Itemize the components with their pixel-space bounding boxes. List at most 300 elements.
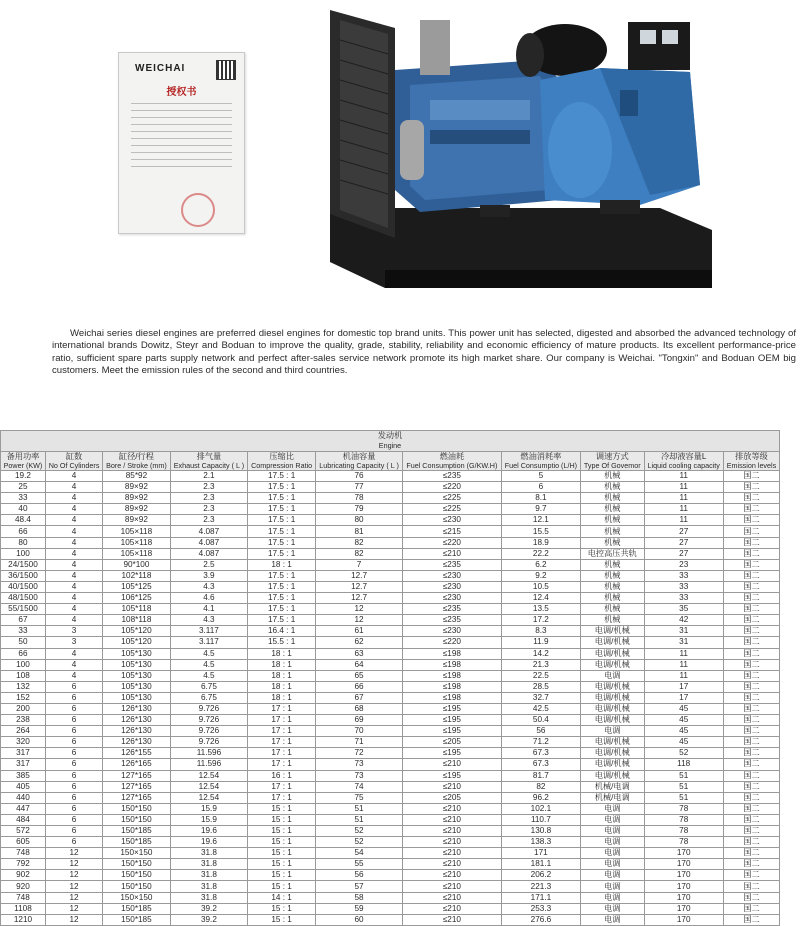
- table-cell: 80: [1, 537, 46, 548]
- table-cell: 2.1: [170, 471, 248, 482]
- table-cell: ≤235: [403, 559, 502, 570]
- table-cell: 19.2: [1, 471, 46, 482]
- table-cell: 105*130: [103, 659, 171, 670]
- table-cell: 电调: [581, 859, 644, 870]
- table-cell: 17: [644, 681, 723, 692]
- table-cell: 27: [644, 537, 723, 548]
- table-cell: 64: [316, 659, 403, 670]
- table-cell: 71: [316, 737, 403, 748]
- table-cell: 4.5: [170, 659, 248, 670]
- table-cell: 2.3: [170, 482, 248, 493]
- table-cell: 电调: [581, 837, 644, 848]
- table-cell: 105*118: [103, 604, 171, 615]
- table-cell: 11: [644, 493, 723, 504]
- table-cell: 4: [45, 548, 102, 559]
- table-cell: 17 : 1: [248, 792, 316, 803]
- table-cell: 6: [45, 814, 102, 825]
- table-cell: 国二: [723, 615, 779, 626]
- table-cell: 12.54: [170, 770, 248, 781]
- table-cell: 105*120: [103, 637, 171, 648]
- table-cell: 102.1: [501, 803, 580, 814]
- table-cell: 电调/机械: [581, 681, 644, 692]
- table-cell: 66: [1, 648, 46, 659]
- table-cell: 国二: [723, 781, 779, 792]
- table-caption: [1, 431, 780, 452]
- table-cell: 89×92: [103, 482, 171, 493]
- table-cell: 国二: [723, 526, 779, 537]
- table-cell: 12: [45, 914, 102, 925]
- table-cell: 电调/机械: [581, 637, 644, 648]
- table-row: [1, 759, 780, 770]
- table-cell: 9.726: [170, 715, 248, 726]
- column-header-en: Power (KW): [3, 461, 43, 470]
- column-header-cn: 机油容量: [342, 452, 376, 461]
- table-cell: 电调: [581, 848, 644, 859]
- table-cell: 15.9: [170, 803, 248, 814]
- column-header: [644, 452, 723, 471]
- table-cell: 4: [45, 648, 102, 659]
- table-cell: 792: [1, 859, 46, 870]
- column-header-cn: 排气量: [196, 452, 222, 461]
- table-cell: 17 : 1: [248, 726, 316, 737]
- table-cell: 9.7: [501, 504, 580, 515]
- table-cell: 33: [1, 493, 46, 504]
- table-cell: ≤210: [403, 914, 502, 925]
- table-cell: 50: [1, 637, 46, 648]
- column-header-cn: 压缩比: [269, 452, 294, 461]
- table-cell: 171.1: [501, 892, 580, 903]
- table-cell: 10.5: [501, 581, 580, 592]
- table-cell: 14.2: [501, 648, 580, 659]
- table-cell: 12.7: [316, 593, 403, 604]
- table-cell: ≤210: [403, 903, 502, 914]
- table-row: [1, 670, 780, 681]
- table-cell: 81.7: [501, 770, 580, 781]
- table-cell: ≤198: [403, 681, 502, 692]
- table-cell: 11.596: [170, 748, 248, 759]
- table-cell: 170: [644, 870, 723, 881]
- table-cell: 12.1: [501, 515, 580, 526]
- table-cell: 电调/机械: [581, 748, 644, 759]
- table-cell: 15 : 1: [248, 803, 316, 814]
- table-cell: 58: [316, 892, 403, 903]
- table-cell: 机械: [581, 593, 644, 604]
- table-cell: 42: [644, 615, 723, 626]
- table-cell: 2.3: [170, 493, 248, 504]
- table-cell: 127*165: [103, 792, 171, 803]
- table-row: [1, 748, 780, 759]
- table-cell: ≤220: [403, 482, 502, 493]
- table-cell: 57: [316, 881, 403, 892]
- table-cell: 171: [501, 848, 580, 859]
- table-cell: 32.7: [501, 692, 580, 703]
- table-cell: 国二: [723, 737, 779, 748]
- table-cell: 22.5: [501, 670, 580, 681]
- table-cell: 33: [644, 570, 723, 581]
- table-cell: 126*130: [103, 703, 171, 714]
- table-row: [1, 659, 780, 670]
- table-cell: 6: [45, 826, 102, 837]
- table-cell: ≤235: [403, 604, 502, 615]
- column-header-en: Type Of Govemor: [583, 461, 641, 470]
- intro-paragraph: Weichai series diesel engines are preferred diesel engines for domestic top brand units. This power unit has selected, digested and absorbed the advanced technology of international brands Dowitz, Steyr and Boduan to improve the quality, grade, stability, reliability and economic efficiency of mature products. Its excellent performance-price ratio, sufficient spare parts supply network and perfect after-sales service network promote its high market share. Our company is Weichai. "Tongxin" and Boduan OEM big customers. Meet the emission rules of the second and third countries.: [52, 327, 796, 377]
- table-cell: ≤210: [403, 759, 502, 770]
- table-row: [1, 548, 780, 559]
- table-cell: 17.5 : 1: [248, 570, 316, 581]
- table-cell: 105×118: [103, 526, 171, 537]
- column-header-en: Exhaust Capacity ( L ): [173, 461, 245, 470]
- table-cell: 105*130: [103, 648, 171, 659]
- table-row: [1, 504, 780, 515]
- table-cell: 18.9: [501, 537, 580, 548]
- table-row: [1, 637, 780, 648]
- table-cell: 108*118: [103, 615, 171, 626]
- table-cell: 15 : 1: [248, 870, 316, 881]
- table-cell: 105*130: [103, 670, 171, 681]
- table-cell: 79: [316, 504, 403, 515]
- table-caption-en: Engine: [378, 441, 402, 450]
- table-cell: 27: [644, 548, 723, 559]
- table-row: [1, 681, 780, 692]
- table-cell: 15 : 1: [248, 914, 316, 925]
- table-cell: 电调/机械: [581, 759, 644, 770]
- table-cell: 4.3: [170, 581, 248, 592]
- table-cell: 国二: [723, 559, 779, 570]
- table-cell: 4: [45, 604, 102, 615]
- table-cell: 31.8: [170, 859, 248, 870]
- table-cell: 54: [316, 848, 403, 859]
- table-row: [1, 870, 780, 881]
- table-cell: 17.5 : 1: [248, 482, 316, 493]
- table-cell: ≤210: [403, 859, 502, 870]
- table-cell: 国二: [723, 648, 779, 659]
- table-cell: 74: [316, 781, 403, 792]
- table-cell: 17.5 : 1: [248, 515, 316, 526]
- table-body: [1, 471, 780, 926]
- column-header-en: Bore / Stroke (mm): [106, 461, 167, 470]
- table-row: [1, 692, 780, 703]
- table-cell: 6: [45, 681, 102, 692]
- table-cell: 电调: [581, 903, 644, 914]
- table-cell: 405: [1, 781, 46, 792]
- table-cell: 89×92: [103, 515, 171, 526]
- table-cell: 102*118: [103, 570, 171, 581]
- table-cell: 6: [45, 715, 102, 726]
- table-cell: 4: [45, 471, 102, 482]
- table-cell: 150*150: [103, 814, 171, 825]
- column-header-en: Lubricating Capacity ( L ): [319, 461, 399, 470]
- table-cell: 31.8: [170, 870, 248, 881]
- table-cell: 国二: [723, 670, 779, 681]
- table-cell: 9.726: [170, 726, 248, 737]
- table-cell: 23: [644, 559, 723, 570]
- table-cell: 国二: [723, 792, 779, 803]
- table-cell: 71.2: [501, 737, 580, 748]
- table-cell: 33: [1, 626, 46, 637]
- table-cell: 电调/机械: [581, 770, 644, 781]
- table-cell: 17 : 1: [248, 737, 316, 748]
- table-cell: 70: [316, 726, 403, 737]
- table-cell: 6.75: [170, 692, 248, 703]
- table-cell: 170: [644, 881, 723, 892]
- table-cell: 76: [316, 471, 403, 482]
- table-cell: 电调: [581, 726, 644, 737]
- table-cell: 126*130: [103, 715, 171, 726]
- table-cell: 15 : 1: [248, 826, 316, 837]
- table-cell: 67: [316, 692, 403, 703]
- table-cell: 4.087: [170, 537, 248, 548]
- table-cell: 118: [644, 759, 723, 770]
- table-cell: 18 : 1: [248, 670, 316, 681]
- table-cell: 17.5 : 1: [248, 471, 316, 482]
- table-cell: 9.2: [501, 570, 580, 581]
- table-row: [1, 559, 780, 570]
- table-cell: 6: [45, 692, 102, 703]
- column-header: [103, 452, 171, 471]
- table-cell: 67.3: [501, 759, 580, 770]
- table-cell: 电调/机械: [581, 648, 644, 659]
- table-cell: 4: [45, 615, 102, 626]
- table-cell: 126*130: [103, 726, 171, 737]
- table-cell: 8.3: [501, 626, 580, 637]
- table-cell: 3.117: [170, 637, 248, 648]
- table-cell: 51: [316, 814, 403, 825]
- table-cell: 902: [1, 870, 46, 881]
- table-cell: 12: [45, 892, 102, 903]
- table-cell: 80: [316, 515, 403, 526]
- table-cell: 国二: [723, 504, 779, 515]
- table-cell: 4: [45, 526, 102, 537]
- table-cell: 31.8: [170, 892, 248, 903]
- table-cell: 机械: [581, 604, 644, 615]
- table-cell: 4: [45, 515, 102, 526]
- table-cell: 748: [1, 892, 46, 903]
- table-cell: 85*92: [103, 471, 171, 482]
- table-cell: 2.3: [170, 504, 248, 515]
- table-cell: ≤210: [403, 870, 502, 881]
- table-cell: 221.3: [501, 881, 580, 892]
- table-cell: 4: [45, 570, 102, 581]
- table-cell: 3.9: [170, 570, 248, 581]
- table-cell: 317: [1, 759, 46, 770]
- table-cell: 6: [45, 703, 102, 714]
- table-cell: 国二: [723, 471, 779, 482]
- table-cell: 78: [644, 837, 723, 848]
- table-cell: 75: [316, 792, 403, 803]
- table-cell: ≤230: [403, 593, 502, 604]
- table-cell: 27: [644, 526, 723, 537]
- table-cell: 17.5 : 1: [248, 604, 316, 615]
- table-cell: 51: [644, 792, 723, 803]
- table-cell: 9.726: [170, 737, 248, 748]
- table-cell: 45: [644, 737, 723, 748]
- table-cell: 36/1500: [1, 570, 46, 581]
- table-cell: 6: [45, 803, 102, 814]
- column-header-cn: 冷却液容量L: [660, 452, 707, 461]
- table-cell: 6: [45, 726, 102, 737]
- table-cell: 605: [1, 837, 46, 848]
- table-cell: 42.5: [501, 703, 580, 714]
- table-cell: 4: [45, 482, 102, 493]
- table-cell: 16.4 : 1: [248, 626, 316, 637]
- column-header-en: Emission levels: [726, 461, 777, 470]
- table-cell: 国二: [723, 482, 779, 493]
- table-cell: 17 : 1: [248, 748, 316, 759]
- table-cell: 7: [316, 559, 403, 570]
- table-cell: 45: [644, 726, 723, 737]
- table-cell: 国二: [723, 814, 779, 825]
- table-cell: 国二: [723, 748, 779, 759]
- table-cell: 12.54: [170, 781, 248, 792]
- table-cell: 96.2: [501, 792, 580, 803]
- table-cell: 78: [316, 493, 403, 504]
- table-cell: 206.2: [501, 870, 580, 881]
- table-cell: 4: [45, 593, 102, 604]
- table-cell: 19.6: [170, 826, 248, 837]
- table-cell: 4.5: [170, 670, 248, 681]
- column-header-cn: 排放等级: [735, 452, 768, 461]
- table-cell: 17.5 : 1: [248, 504, 316, 515]
- table-cell: 国二: [723, 681, 779, 692]
- table-cell: 39.2: [170, 914, 248, 925]
- table-cell: ≤235: [403, 471, 502, 482]
- table-cell: 320: [1, 737, 46, 748]
- table-cell: 机械: [581, 581, 644, 592]
- table-cell: 11: [644, 648, 723, 659]
- table-cell: 15 : 1: [248, 837, 316, 848]
- table-cell: 25: [1, 482, 46, 493]
- table-cell: 17.5 : 1: [248, 493, 316, 504]
- table-cell: 4: [45, 581, 102, 592]
- table-cell: 12.7: [316, 570, 403, 581]
- table-cell: 106*125: [103, 593, 171, 604]
- table-cell: 56: [501, 726, 580, 737]
- certificate-brand: WEICHAI: [135, 63, 186, 74]
- table-cell: 11: [644, 471, 723, 482]
- table-cell: 66: [1, 526, 46, 537]
- table-cell: 电调/机械: [581, 703, 644, 714]
- table-row: [1, 814, 780, 825]
- table-row: [1, 703, 780, 714]
- table-row: [1, 581, 780, 592]
- column-header: [45, 452, 102, 471]
- table-cell: 15.5: [501, 526, 580, 537]
- table-cell: 105×118: [103, 537, 171, 548]
- table-cell: 国二: [723, 715, 779, 726]
- table-row: [1, 726, 780, 737]
- column-header-cn: 备用功率: [6, 452, 40, 461]
- table-cell: 国二: [723, 548, 779, 559]
- table-cell: 12: [45, 881, 102, 892]
- table-cell: 35: [644, 604, 723, 615]
- table-cell: 机械: [581, 515, 644, 526]
- table-cell: 40: [1, 504, 46, 515]
- table-cell: 18 : 1: [248, 659, 316, 670]
- table-cell: 264: [1, 726, 46, 737]
- table-cell: 国二: [723, 537, 779, 548]
- table-cell: 机械: [581, 570, 644, 581]
- table-cell: 17.2: [501, 615, 580, 626]
- column-header: [723, 452, 779, 471]
- table-cell: 1210: [1, 914, 46, 925]
- table-cell: 105*125: [103, 581, 171, 592]
- column-header-row: [1, 452, 780, 471]
- table-cell: 45: [644, 715, 723, 726]
- table-cell: 17.5 : 1: [248, 526, 316, 537]
- table-cell: ≤220: [403, 537, 502, 548]
- table-cell: 15 : 1: [248, 859, 316, 870]
- table-cell: 82: [316, 548, 403, 559]
- table-row: [1, 482, 780, 493]
- table-cell: 国二: [723, 626, 779, 637]
- table-cell: 4: [45, 670, 102, 681]
- table-cell: 4.6: [170, 593, 248, 604]
- table-cell: ≤195: [403, 703, 502, 714]
- table-caption-cn: 发动机: [377, 431, 403, 440]
- table-cell: 17.5 : 1: [248, 537, 316, 548]
- column-header-cn: 燃油耗: [439, 452, 465, 461]
- table-cell: 17.5 : 1: [248, 615, 316, 626]
- table-cell: 4.5: [170, 648, 248, 659]
- table-cell: 9.726: [170, 703, 248, 714]
- table-cell: ≤210: [403, 548, 502, 559]
- table-cell: 62: [316, 637, 403, 648]
- table-cell: 152: [1, 692, 46, 703]
- table-cell: 66: [316, 681, 403, 692]
- table-row: [1, 881, 780, 892]
- table-row: [1, 537, 780, 548]
- table-cell: 国二: [723, 770, 779, 781]
- table-cell: 78: [644, 803, 723, 814]
- table-row: [1, 648, 780, 659]
- table-cell: 105*130: [103, 692, 171, 703]
- table-cell: 电调: [581, 892, 644, 903]
- table-cell: 2.3: [170, 515, 248, 526]
- table-cell: 机械: [581, 471, 644, 482]
- table-cell: 国二: [723, 859, 779, 870]
- table-cell: ≤210: [403, 814, 502, 825]
- table-row: [1, 859, 780, 870]
- table-cell: 4.1: [170, 604, 248, 615]
- table-cell: ≤225: [403, 504, 502, 515]
- table-cell: 18 : 1: [248, 559, 316, 570]
- table-cell: 电调/机械: [581, 715, 644, 726]
- table-cell: 电调: [581, 826, 644, 837]
- table-cell: 15.5 : 1: [248, 637, 316, 648]
- table-cell: 6: [45, 759, 102, 770]
- table-cell: 150*150: [103, 881, 171, 892]
- table-cell: 28.5: [501, 681, 580, 692]
- table-cell: 61: [316, 626, 403, 637]
- table-cell: 国二: [723, 870, 779, 881]
- table-cell: 16 : 1: [248, 770, 316, 781]
- table-cell: 100: [1, 548, 46, 559]
- table-cell: 82: [501, 781, 580, 792]
- table-cell: 170: [644, 859, 723, 870]
- table-cell: 150*185: [103, 903, 171, 914]
- table-cell: ≤210: [403, 781, 502, 792]
- table-row: [1, 792, 780, 803]
- hero-images: [0, 0, 800, 300]
- table-cell: 13.5: [501, 604, 580, 615]
- table-cell: 150×150: [103, 848, 171, 859]
- table-row: [1, 770, 780, 781]
- table-cell: 国二: [723, 759, 779, 770]
- table-cell: 国二: [723, 493, 779, 504]
- column-header-en: Fuel Consumptio (L/H): [504, 461, 578, 470]
- table-cell: 48.4: [1, 515, 46, 526]
- table-cell: 电调/机械: [581, 626, 644, 637]
